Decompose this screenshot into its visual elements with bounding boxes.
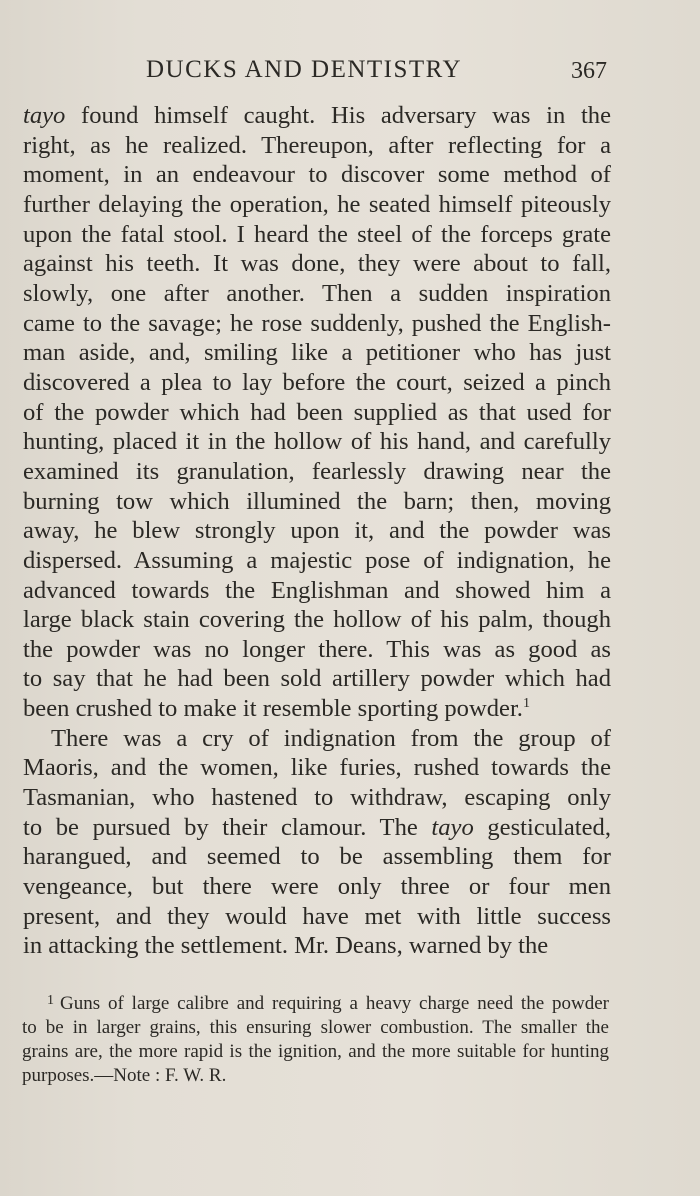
text-line [23,635,611,665]
text-segment: right, as he realized. Thereupon, after reflecting for a [23,131,611,159]
footnote-text: purposes.—Note : F. W. R. [22,1065,227,1086]
text-segment: to say that he had been sold artillery powder which had [23,665,611,693]
text-line [23,724,611,754]
text-line [23,220,611,250]
running-head [0,56,700,88]
text-line [23,279,611,309]
text-segment: came to the savage; he rose suddenly, pushed the English- [23,309,611,337]
text-line [23,546,611,576]
text-segment: There was a cry of indignation from the group of [51,724,611,752]
footnote-line [22,1040,609,1064]
text-line [23,783,611,813]
footnote-line [22,992,609,1016]
footnote-text: to be in larger grains, this ensuring slower combustion. The smaller the [22,1017,609,1038]
text-line [23,309,611,339]
text-segment: slowly, one after another. Then a sudden inspiration [23,279,611,307]
text-line [23,753,611,783]
italic-word: tayo [431,813,474,841]
text-line [23,398,611,428]
footnote-reference: 1 [522,696,530,712]
text-segment: been crushed to make it resemble sporting powder. [23,695,523,723]
text-line [23,605,611,635]
text-segment: dispersed. Assuming a majestic pose of indignation, he [23,546,611,574]
text-segment: gesticulated, [473,813,611,841]
text-segment: hunting, placed it in the hollow of his hand, and carefully [23,428,611,456]
footnote-line [22,1064,609,1088]
text-segment: away, he blew strongly upon it, and the powder was [23,517,611,545]
italic-word: tayo [23,102,66,129]
text-line [23,249,611,279]
text-line [23,516,611,546]
text-segment: Maoris, and the women, like furies, rushed towards the [23,754,611,782]
footnote-line [22,1016,609,1040]
text-line [23,664,611,694]
text-segment: vengeance, but there were only three or four men [23,873,611,901]
text-segment: moment, in an endeavour to discover some method of [23,161,611,189]
text-segment: burning tow which illumined the barn; then, moving [23,487,611,515]
text-line [23,427,611,457]
text-line [23,190,611,220]
text-segment: further delaying the operation, he seated himself piteously [23,190,611,218]
text-segment: advanced towards the Englishman and showed him a [23,576,611,604]
text-line [23,487,611,517]
body-text [23,101,611,961]
text-line [23,872,611,902]
text-segment: present, and they would have met with little success [23,902,611,930]
text-segment: against his teeth. It was done, they were about to fall, [23,250,611,278]
footnote-text: grains are, the more rapid is the ignition, and the more suitable for hunting [22,1041,609,1062]
footnote-text: Guns of large calibre and requiring a heavy charge need the powder [60,993,609,1014]
text-line [23,902,611,932]
text-line [23,931,611,961]
text-segment: the powder was no longer there. This was as good as [23,635,611,663]
text-segment: upon the fatal stool. I heard the steel of the forceps grate [23,220,611,248]
text-segment: found himself caught. His adversary was in the [65,102,611,129]
text-line [23,842,611,872]
text-segment: Tasmanian, who hastened to withdraw, escaping only [23,784,611,812]
text-line [23,131,611,161]
text-segment: examined its granulation, fearlessly drawing near the [23,457,611,485]
text-line [23,368,611,398]
text-segment: man aside, and, smiling like a petitioner who has just [23,339,611,367]
text-segment: discovered a plea to lay before the court, seized a pinch [23,368,611,396]
text-line [23,813,611,843]
text-segment: of the powder which had been supplied as that used for [23,398,611,426]
footnotes [22,992,609,1088]
page-number: 367 [571,58,607,84]
text-segment: to be pursued by their clamour. The [23,813,432,841]
footnote-marker: 1 [47,993,54,1008]
text-line [23,338,611,368]
text-segment: in attacking the settlement. Mr. Deans, warned by the [23,932,549,960]
text-line [23,101,611,131]
text-segment: harangued, and seemed to be assembling them for [23,843,611,871]
text-line [23,694,611,724]
text-line [23,576,611,606]
text-line [23,160,611,190]
text-line [23,457,611,487]
text-segment: large black stain covering the hollow of his palm, though [23,606,611,634]
running-head-title: DUCKS AND DENTISTRY [146,56,463,83]
